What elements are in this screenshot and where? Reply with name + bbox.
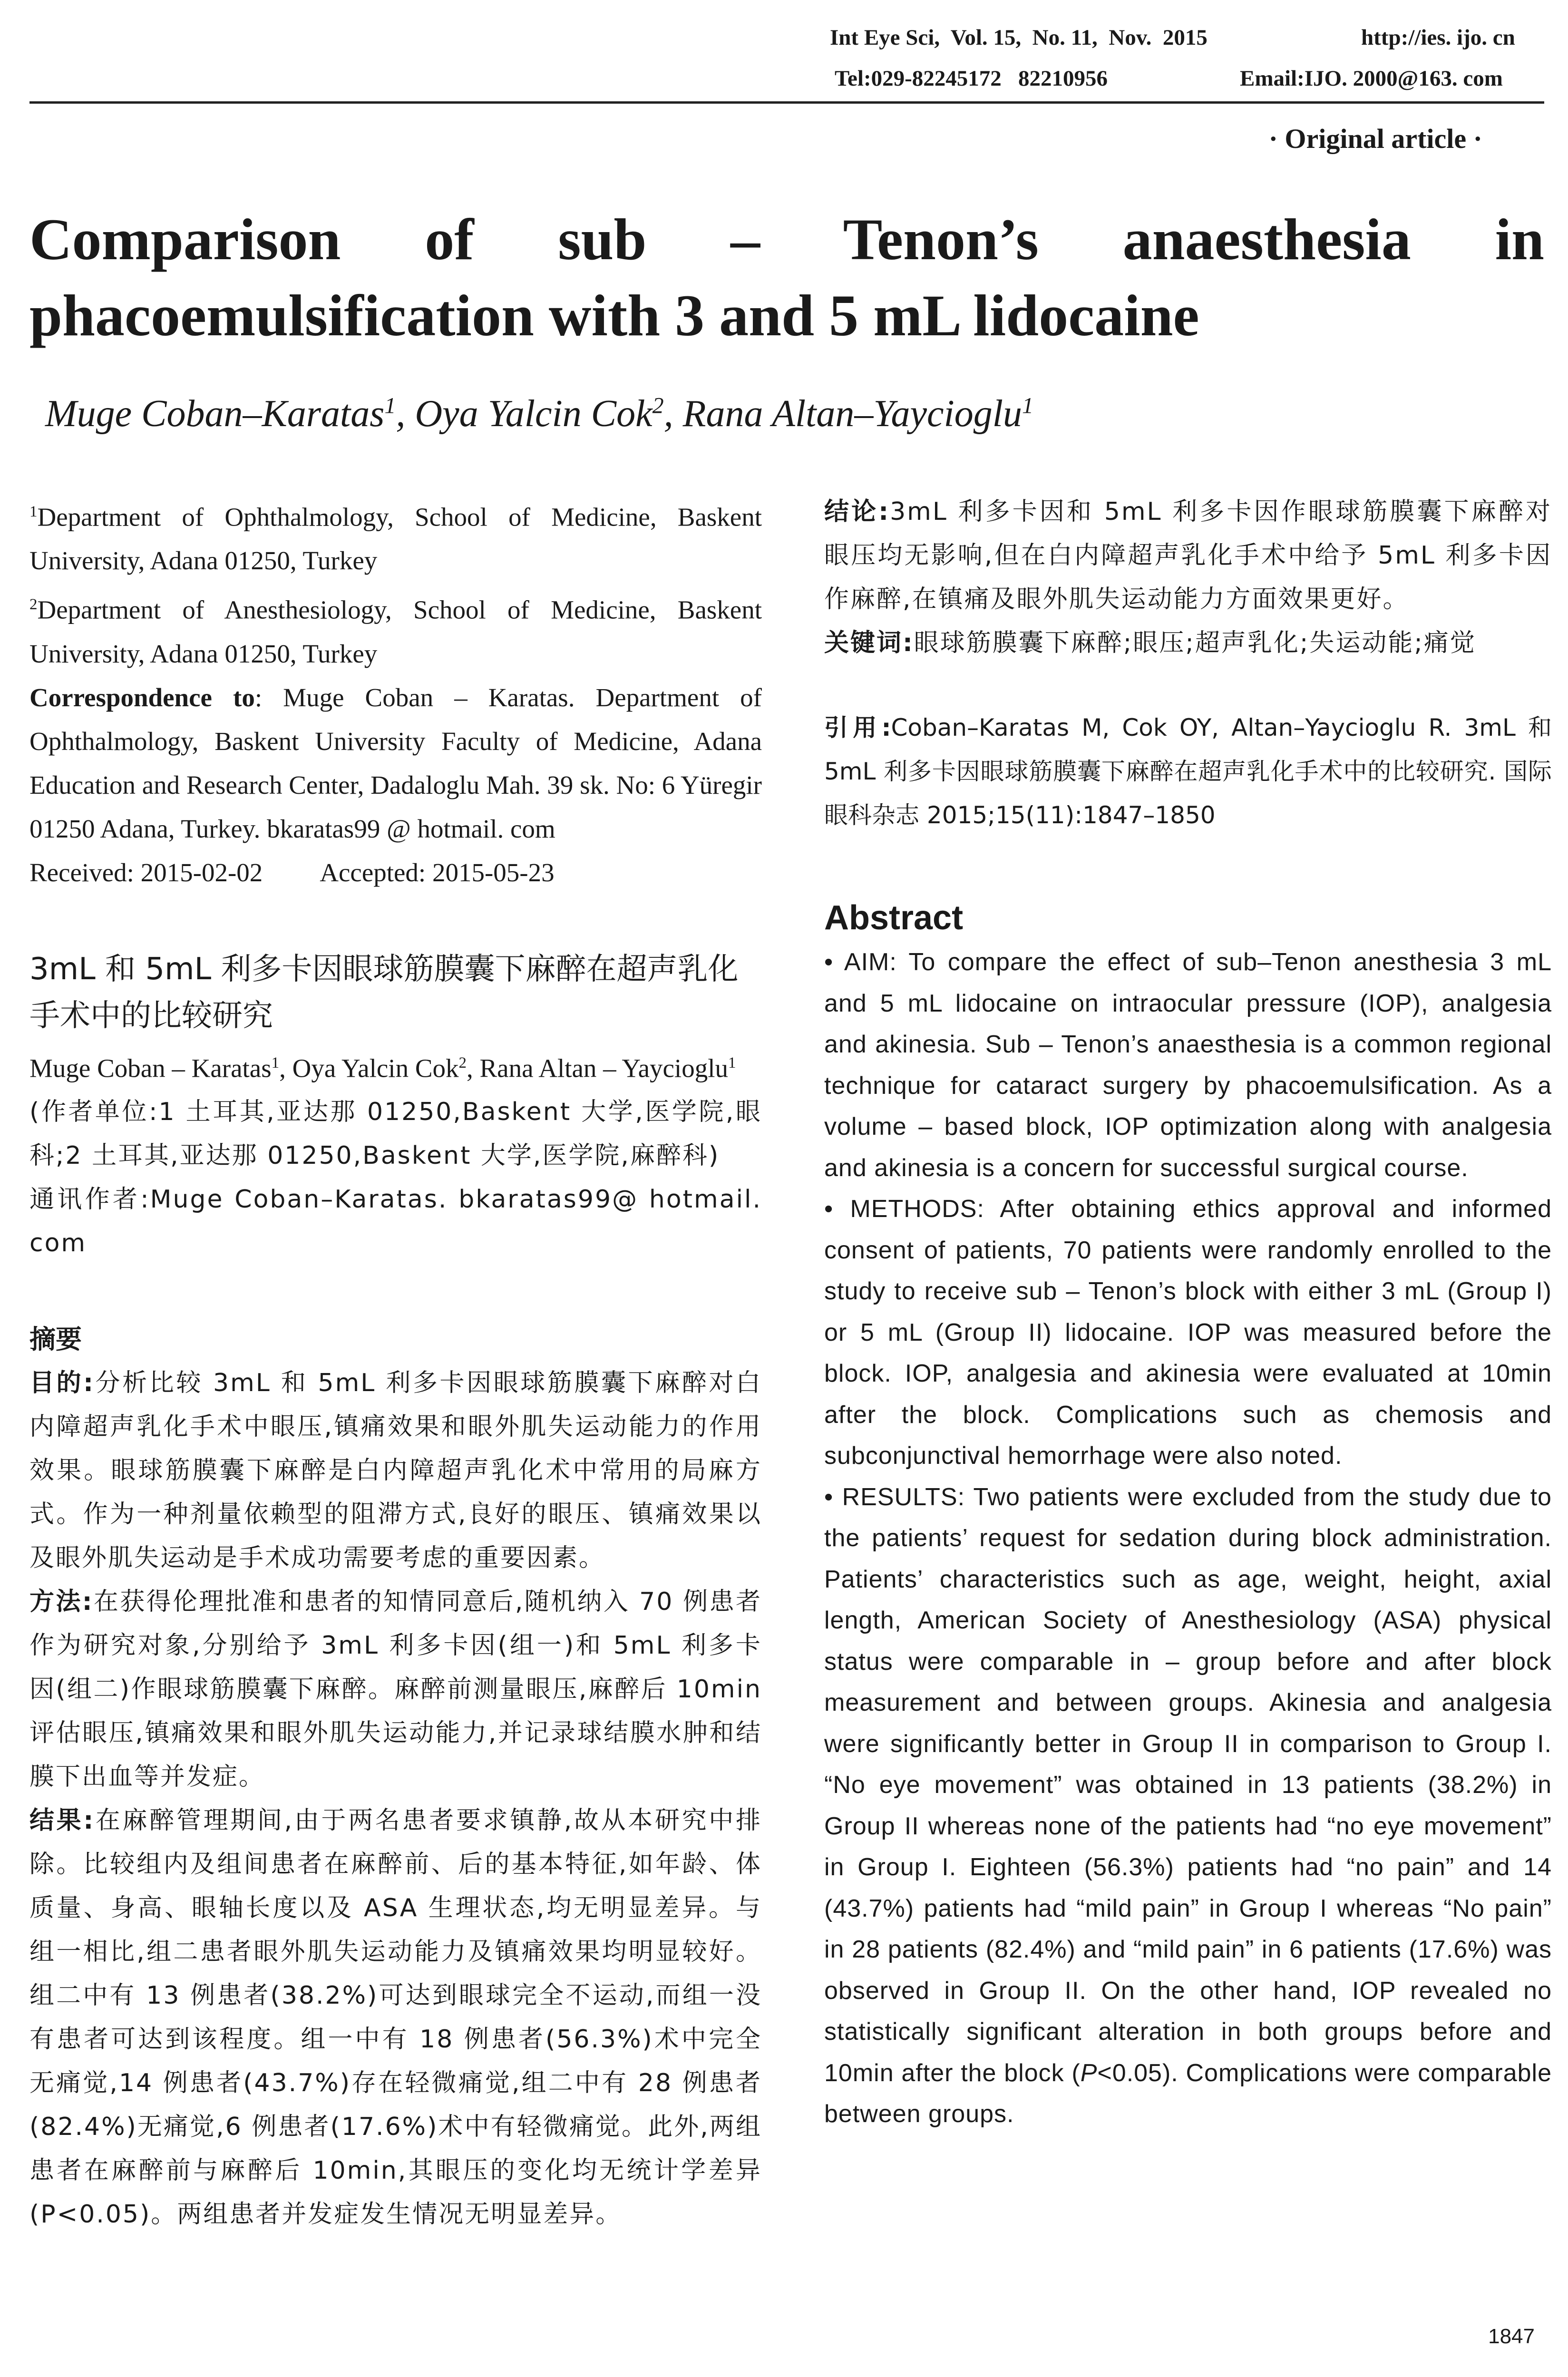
cn-conclusion-label: 结论: bbox=[824, 497, 890, 526]
cn-author-1-affil: 1 bbox=[271, 1054, 280, 1072]
page-number: 1847 bbox=[1488, 2325, 1535, 2348]
cn-results bbox=[29, 1799, 762, 2236]
cn-results-label: 结果: bbox=[29, 1806, 95, 1835]
abstract-results-text-end: <0.05). Complications were comparable between groups. bbox=[824, 2059, 1552, 2128]
header-rule bbox=[29, 101, 1544, 104]
cn-affiliation: (作者单位:1 土耳其,亚达那 01250,Baskent 大学,医学院,眼科;2 土耳其,亚达那 01250,Baskent 大学,医学院,麻醉科) bbox=[29, 1097, 762, 1170]
affiliation-2-text: Department of Anesthesiology, School of Medicine, Baskent University, Adana 01250, Turkey bbox=[29, 595, 762, 668]
author-list bbox=[45, 392, 1033, 436]
cn-author-1: Muge Coban – Karatas bbox=[29, 1053, 272, 1082]
affiliation-1-number: 1 bbox=[29, 503, 38, 520]
accepted-date: Accepted: 2015-05-23 bbox=[320, 857, 555, 887]
title-word: of bbox=[425, 207, 474, 272]
journal-tel: Tel:029-82245172 82210956 bbox=[835, 66, 1108, 91]
cn-title: 3mL 和 5mL 利多卡因眼球筋膜囊下麻醉在超声乳化手术中的比较研究 bbox=[29, 951, 739, 1033]
abstract-heading: Abstract bbox=[824, 899, 964, 937]
cn-citation-text: Coban–Karatas M, Cok OY, Altan–Yaycioglu R. 3mL 和 5mL 利多卡因眼球筋膜囊下麻醉在超声乳化手术中的比较研究. 国际眼科杂志 2015;15(11):1847–1850 bbox=[824, 714, 1552, 829]
dates bbox=[29, 851, 762, 895]
cn-aim bbox=[29, 1361, 762, 1580]
abstract-results-text: Two patients were excluded from the study due to the patients’ request for sedation during block administration. Patients’ characteristics such as age, weight, height, axial length, American Society of Anesthesiology (ASA) physical status were comparable in – group before and after block measurement and between groups. Akinesia and analgesia were significantly better in Group II in comparison to Group I. “No eye movement” was obtained in 13 patients (38.2%) in Group II whereas none of the patients had “no eye movement” in Group I. Eighteen (56.3%) patients had “no pain” and 14 (43.7%) patients had “mild pain” in Group I whereas “No pain” in 28 patients (82.4%) and “mild pain” in 6 patients (17.6%) was observed in Group II. On the other hand, IOP revealed no statistically significant alteration in both groups before and 10min after the block ( bbox=[824, 1483, 1552, 2087]
author-sep: , bbox=[663, 393, 683, 435]
title-word: anaesthesia bbox=[1122, 207, 1411, 272]
cn-keywords bbox=[824, 621, 1552, 665]
title-word: Tenon’s bbox=[843, 207, 1039, 272]
correspondence-text: : Muge Coban – Karatas. Department of Ophthalmology, Baskent University Faculty of Medicine, Adana Education and Research Center, Dadaloglu Mah. 39 sk. No: 6 Yüregir 01250 Adana, Turkey. bkaratas99 @ hotmail. com bbox=[29, 682, 762, 843]
title-word: Comparison bbox=[29, 207, 341, 272]
author-2: Oya Yalcin Cok bbox=[415, 393, 653, 435]
cn-abstract-heading: 摘要 bbox=[29, 1324, 82, 1354]
author-2-affil: 2 bbox=[652, 393, 664, 419]
title-word: sub bbox=[558, 207, 647, 272]
cn-author-3: , Rana Altan – Yaycioglu bbox=[467, 1053, 728, 1082]
cn-aim-text: 分析比较 3mL 和 5mL 利多卡因眼球筋膜囊下麻醉对白内障超声乳化手术中眼压,镇痛效果和眼外肌失运动能力的作用效果。眼球筋膜囊下麻醉是白内障超声乳化术中常用的局麻方式。作为一种剂量依赖型的阻滞方式,良好的眼压、镇痛效果以及眼外肌失运动是手术成功需要考虑的重要因素。 bbox=[29, 1368, 762, 1572]
article-type: · Original article · bbox=[1268, 123, 1482, 154]
cn-aim-label: 目的: bbox=[29, 1368, 95, 1397]
cn-citation bbox=[824, 706, 1552, 837]
cn-author-2: , Oya Yalcin Cok bbox=[279, 1053, 459, 1082]
cn-methods bbox=[29, 1580, 762, 1799]
left-column bbox=[29, 490, 762, 2236]
received-date: Received: 2015-02-02 bbox=[29, 857, 263, 887]
correspondence bbox=[29, 676, 762, 851]
author-3: Rana Altan–Yaycioglu bbox=[682, 393, 1022, 435]
cn-conclusion-text: 3mL 利多卡因和 5mL 利多卡因作眼球筋膜囊下麻醉对眼压均无影响,但在白内障超声乳化手术中给予 5mL 利多卡因作麻醉,在镇痛及眼外肌失运动能力方面效果更好。 bbox=[824, 497, 1552, 614]
correspondence-label: Correspondence to bbox=[29, 682, 255, 712]
journal-email: Email:IJO. 2000@163. com bbox=[1240, 66, 1503, 91]
author-1: Muge Coban–Karatas bbox=[45, 393, 385, 435]
abstract-methods bbox=[824, 1188, 1552, 1477]
cn-citation-label: 引用: bbox=[824, 714, 891, 741]
cn-conclusion bbox=[824, 490, 1552, 621]
cn-results-text: 在麻醉管理期间,由于两名患者要求镇静,故从本研究中排除。比较组内及组间患者在麻醉前、后的基本特征,如年龄、体质量、身高、眼轴长度以及 ASA 生理状态,均无明显差异。与组一相比,组二患者眼外肌失运动能力及镇痛效果均明显较好。组二中有 13 例患者(38.2%)可达到眼球完全不运动,而组一没有患者可达到该程度。组一中有 18 例患者(56.3%)术中完全无痛觉,14 例患者(43.7%)存在轻微痛觉,组二中有 28 例患者(82.4%)无痛觉,6 例患者(17.6%)术中有轻微痛觉。此外,两组患者在麻醉前与麻醉后 10min,其眼压的变化均无统计学差异(P<0.05)。两组患者并发症发生情况无明显差异。 bbox=[29, 1806, 762, 2229]
cn-methods-text: 在获得伦理批准和患者的知情同意后,随机纳入 70 例患者作为研究对象,分别给予 3mL 利多卡因(组一)和 5mL 利多卡因(组二)作眼球筋膜囊下麻醉。麻醉前测量眼压,麻醉后 10min 评估眼压,镇痛效果和眼外肌失运动能力,并记录球结膜水肿和结膜下出血等并发症。 bbox=[29, 1587, 762, 1791]
abstract-aim-text: To compare the effect of sub–Tenon anesthesia 3 mL and 5 mL lidocaine on intraocular pressure (IOP), analgesia and akinesia. Sub – Tenon’s anaesthesia is a common regional technique for cataract surgery by phacoemulsification. As a volume – based block, IOP optimization along with analgesia and akinesia is a concern for successful surgical course. bbox=[824, 948, 1552, 1182]
cn-author-2-affil: 2 bbox=[458, 1054, 467, 1072]
title-word: in bbox=[1495, 207, 1544, 272]
abstract-aim bbox=[824, 942, 1552, 1188]
abstract-methods-text: After obtaining ethics approval and informed consent of patients, 70 patients were randomly enrolled to the study to receive sub – Tenon’s block with either 3 mL (Group I) or 5 mL (Group II) lidocaine. IOP was measured before the block. IOP, analgesia and akinesia were evaluated at 10min after the block. Complications such as chemosis and subconjunctival hemorrhage were also noted. bbox=[824, 1195, 1552, 1470]
title-line-1 bbox=[29, 205, 1544, 275]
title-line-2: phacoemulsification with 3 and 5 mL lidocaine bbox=[29, 283, 1199, 348]
affiliation-2 bbox=[29, 583, 762, 675]
author-1-affil: 1 bbox=[384, 393, 396, 419]
cn-keywords-label: 关键词: bbox=[824, 629, 914, 657]
affiliation-2-number: 2 bbox=[29, 596, 38, 614]
abstract-aim-label: • AIM: bbox=[824, 948, 897, 976]
cn-correspondence: 通讯作者:Muge Coban–Karatas. bkaratas99@ hotmail. com bbox=[29, 1185, 762, 1257]
title-word: – bbox=[730, 207, 760, 272]
affiliation-1-text: Department of Ophthalmology, School of Medicine, Baskent University, Adana 01250, Turkey bbox=[29, 502, 762, 575]
author-sep: , bbox=[396, 393, 415, 435]
abstract-results bbox=[824, 1477, 1552, 2135]
cn-keywords-text: 眼球筋膜囊下麻醉;眼压;超声乳化;失运动能;痛觉 bbox=[914, 629, 1476, 657]
author-3-affil: 1 bbox=[1022, 393, 1033, 419]
right-column bbox=[824, 490, 1552, 2135]
cn-authors bbox=[29, 1041, 762, 1090]
abstract-results-label: • RESULTS: bbox=[824, 1483, 965, 1511]
abstract-p-value-symbol: P bbox=[1080, 2059, 1098, 2087]
cn-methods-label: 方法: bbox=[29, 1587, 94, 1616]
affiliation-1 bbox=[29, 490, 762, 583]
cn-author-3-affil: 1 bbox=[728, 1054, 736, 1072]
abstract-methods-label: • METHODS: bbox=[824, 1195, 984, 1223]
journal-url: http://ies. ijo. cn bbox=[1361, 25, 1515, 50]
abstract-body bbox=[824, 942, 1552, 2135]
journal-citation-line: Int Eye Sci, Vol. 15, No. 11, Nov. 2015 bbox=[830, 25, 1208, 50]
